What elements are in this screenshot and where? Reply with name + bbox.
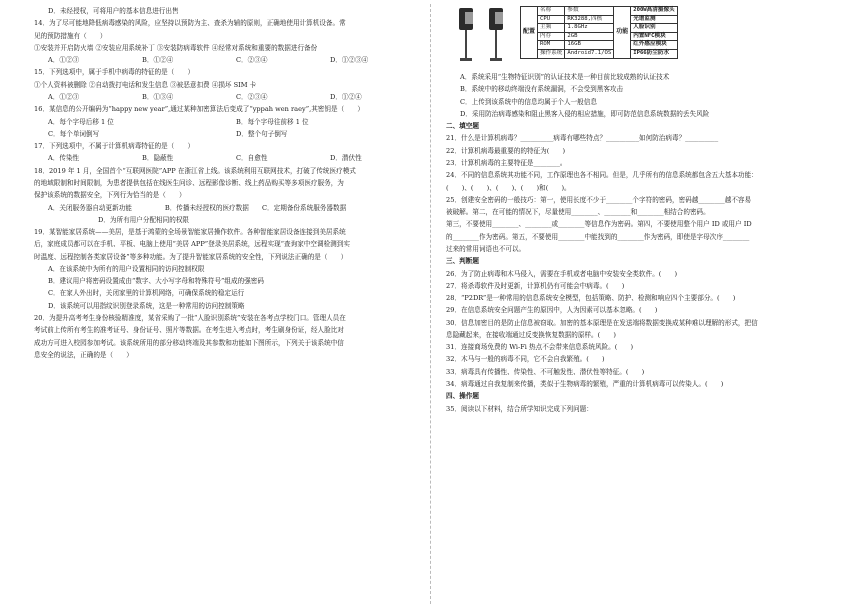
question-line: 息隐藏起来，在接收端通过反变换恢复数据的原样。( ) xyxy=(446,330,616,339)
question-line: 33．病毒具有传播性、传染性、不可触发性、潜伏性等特征。( ) xyxy=(446,367,645,376)
question-line: 25．创建安全密码的一般技巧：第一，使用长度不少于________个字符的密码，密码越________越不容易 xyxy=(446,195,752,204)
option-row xyxy=(34,55,424,65)
question-line: 被破解。第二，在可能的情况下，尽量使用________、________和________相结合的密码。 xyxy=(446,208,710,217)
feature-cell: IP66防尘防水 xyxy=(631,49,677,58)
question-line: 24．不同的信息系统其功能不同，工作原理也各不相同。但是，几乎所有的信息系统都包含五大基本功能： xyxy=(446,171,758,180)
question-line: 34．病毒通过自我复制来传播，类似于生物病毒的繁殖，严重的计算机病毒可以传染人。( ) xyxy=(446,380,724,389)
option-text: B．隐蔽性 xyxy=(142,154,174,163)
question-line: 27．将杀毒软件及时更新，计算机仍有可能会中病毒。( ) xyxy=(446,281,625,290)
question-line: D．该系统可以用指纹识别登录系统，这是一种常用的访问控制策略 xyxy=(48,301,245,310)
option-text: D．整个句子倒写 xyxy=(236,129,288,138)
option-text: A．每个字母后移 1 位 xyxy=(48,117,114,126)
question-line: ( )、( )、( )、( )和( )。 xyxy=(446,183,571,192)
option-text: C．②③④ xyxy=(236,56,268,65)
option-text: D．①②④ xyxy=(330,92,362,101)
spec-row xyxy=(521,15,678,24)
question-line: B．系统中的移动终端没有系统漏洞，不会受到黑客攻击 xyxy=(460,85,624,94)
spec-cell: ROM xyxy=(538,41,565,50)
question-line: 考试前上传所有考生的准考证号、身份证号、照片等数据。在考生进入考点时，考生刷身份证，经人脸比对 xyxy=(34,326,344,335)
question-line: B．建议用户将密码设置成由“数字、大小写字母和特殊符号”组成的强密码 xyxy=(48,277,264,286)
question-line: 见的预防措施有（ ） xyxy=(34,31,107,40)
question-line: 16．某信息的公开编码为“happy new year”,通过某种加密算法后变成了“yppah wen raey”,其密钥是（ ） xyxy=(34,105,364,114)
kiosk-terminal-icon xyxy=(456,8,476,62)
question-line: 后，家庭成员都可以在手机、平板、电脑上使用“美居 APP”登录美居系统，远程实现“查询家中空调检测到实 xyxy=(34,240,350,249)
option-row xyxy=(34,92,424,102)
question-line: 第三，不要使用________、________或________等信息作为密码。第四，不要使用整个用户 ID 或用户 ID xyxy=(446,220,752,229)
kiosk-terminal-icon xyxy=(486,8,506,62)
question-line: 过来的常用词语也不可以。 xyxy=(446,244,526,253)
question-line: 息安全的说法，正确的是（ ） xyxy=(34,350,133,359)
spec-cell: CPU xyxy=(538,15,565,24)
option-text: B．每个字母往前移 1 位 xyxy=(236,117,309,126)
question-line: 时温度、远程控制各类家居设备”等多种功能。为了提升智能家居系统的安全性，下列说法正确的是（ ） xyxy=(34,252,348,261)
question-line: D．未经授权，可将用户的基本信息进行出售 xyxy=(48,7,179,15)
question-line: C．上传到该系统中的信息均属于个人一般信息 xyxy=(460,97,597,106)
question-line: D．为所有用户分配相同的权限 xyxy=(98,215,190,224)
question-line: 21．什么是计算机病毒？__________病毒有哪些特点？__________如何防治病毒？__________ xyxy=(446,134,719,143)
spec-cell: 2GB xyxy=(565,32,614,41)
spec-cell: 1.8GHz xyxy=(565,24,614,33)
right-question-list xyxy=(446,72,838,414)
spec-cell: 名称 xyxy=(538,7,565,16)
spec-row xyxy=(521,49,678,58)
question-line: 的地域限制和时间限制，为患者提供包括在线医生问诊、远程影像诊断、线上药品购买等多项医疗服务，为 xyxy=(34,178,344,187)
left-column xyxy=(34,6,424,362)
question-line: 成功方可进入校园参加考试。该系统所用的部分移动终端及其参数和功能如下图所示，下列关于该系统中信 xyxy=(34,338,344,347)
question-line: 32．木马与一般的病毒不同，它不会自我繁殖。( ) xyxy=(446,355,605,364)
question-line: D．采用防治病毒感染和阻止黑客入侵的相应措施，即可防范信息系统数据的丢失风险 xyxy=(460,109,710,118)
spec-row xyxy=(521,32,678,41)
option-text: B．①②④ xyxy=(142,56,174,65)
option-text: B．①③④ xyxy=(142,92,174,101)
option-row xyxy=(34,129,424,139)
question-line: C．在家人外出时，关闭家里的计算机网络，可确保系统的稳定运行 xyxy=(48,289,245,298)
section-heading: 三、判断题 xyxy=(446,257,479,266)
spec-table xyxy=(520,6,678,59)
spec-row xyxy=(521,7,678,16)
question-line: 35．阅读以下材料，结合所学知识完成下列问题： xyxy=(446,404,593,413)
question-line: 31．连接商场免费的 Wi-Fi 热点不会带来信息系统风险。( ) xyxy=(446,343,634,352)
question-line: 20．为提升高考考生身份核验精准度，某省采购了一批“人脸识别系统”安装在各考点学校门口。管理人员在 xyxy=(34,314,346,323)
question-line: 19．某智能家居系统——美居，是基于鸿蒙的全场景智能家居操作软件。各种智能家居设备连接到美居系统 xyxy=(34,228,346,237)
spec-row xyxy=(521,24,678,33)
spec-cell: 操作系统 xyxy=(538,49,565,58)
feature-cell: 人脸识别 xyxy=(631,24,677,33)
question-line: 15．下列选项中，属于手机中病毒的特征的是（ ） xyxy=(34,68,195,77)
spec-cell: 参数 xyxy=(565,7,614,16)
right-column xyxy=(446,6,838,416)
question-line: 23．计算机病毒的主要特征是________。 xyxy=(446,158,567,167)
feature-cell: 内置NFC模块 xyxy=(631,32,677,41)
option-row xyxy=(34,117,424,127)
option-text: C．②③④ xyxy=(236,92,268,101)
spec-row xyxy=(521,41,678,50)
option-text: A．传染性 xyxy=(48,154,80,163)
option-text: A．①②③ xyxy=(48,56,80,65)
device-figure xyxy=(446,6,838,66)
question-line: ①安装并开启防火墙 ②安装应用系统补丁 ③安装防病毒软件 ④经常对系统和重要的数据进行备份 xyxy=(34,43,318,52)
question-line: 28．“P2DR”是一种常用的信息系统安全模型，包括策略、防护、检测和响应四个主要部分。( ) xyxy=(446,294,736,303)
question-line: 22．计算机病毒最重要的的特征为( ) xyxy=(446,146,566,155)
config-label: 配置 xyxy=(521,7,538,59)
spec-cell: Android7.1/OS xyxy=(565,49,614,58)
question-line: A．系统采用“生物特征识别”的认证技术是一种目前比较成熟的认证技术 xyxy=(460,73,670,81)
question-line: ①个人资料被删除 ②自动拨打电话和发生信息 ③被恶意扣费 ④损坏 SIM 卡 xyxy=(34,80,257,89)
option-text: C．自愈性 xyxy=(236,154,268,163)
question-line: 26．为了防止病毒和木马侵入，需要在手机或者电脑中安装安全类软件。( ) xyxy=(446,269,678,278)
option-text: C．每个单词倒写 xyxy=(48,129,100,138)
spec-cell: RK3288,四核 xyxy=(565,15,614,24)
option-text: D．①②③④ xyxy=(330,56,369,65)
spec-cell: 主频 xyxy=(538,24,565,33)
spec-cell: 内存 xyxy=(538,32,565,41)
section-heading: 四、操作题 xyxy=(446,392,479,401)
feature-cell: 红外感应模块 xyxy=(631,41,677,50)
question-line: 的________作为密码。第五，不要使用________中能找到的________作为密码，即使是字母次序________ xyxy=(446,232,750,241)
question-line: 30．信息加密目的是防止信息被窃取。加密的基本原理是在发送端将数据变换成某种难以理解的形式，把信 xyxy=(446,318,758,327)
function-label: 功能 xyxy=(614,7,631,59)
question-line: 14．为了尽可能地降低病毒感染的风险，应坚持以预防为主、查杀为辅的原则，正确地使用计算机设备。常 xyxy=(34,19,346,28)
feature-cell: 光谱监测 xyxy=(631,15,677,24)
section-heading: 二、填空题 xyxy=(446,122,479,131)
spec-cell: 16GB xyxy=(565,41,614,50)
feature-cell: 200W高清摄像头 xyxy=(631,7,677,16)
option-text: A．①②③ xyxy=(48,92,80,101)
option-row xyxy=(34,153,424,163)
question-line: 18．2019 年 1 月，全国首个“互联网医院”APP 在浙江省上线。该系统利用互联网技术，打破了传统医疗模式 xyxy=(34,166,356,175)
column-divider xyxy=(430,4,432,604)
question-line: 保护该系统的数据安全，下列行为恰当的是（ ） xyxy=(34,191,186,200)
question-line: 17．下列选项中，不属于计算机病毒特征的是（ ） xyxy=(34,142,195,151)
question-line: 29．在信息系统安全问题产生的原因中，人为因素可以基本忽略。( ) xyxy=(446,306,658,315)
option-text: D．潜伏性 xyxy=(330,154,362,163)
question-line: A．在该系统中为所有的用户设置相同的访问控制权限 xyxy=(48,264,205,273)
question-line: A．关闭服务器自动更新功能 B．传播未经授权的医疗数据 C．定期备份系统服务器数据 xyxy=(48,203,347,212)
